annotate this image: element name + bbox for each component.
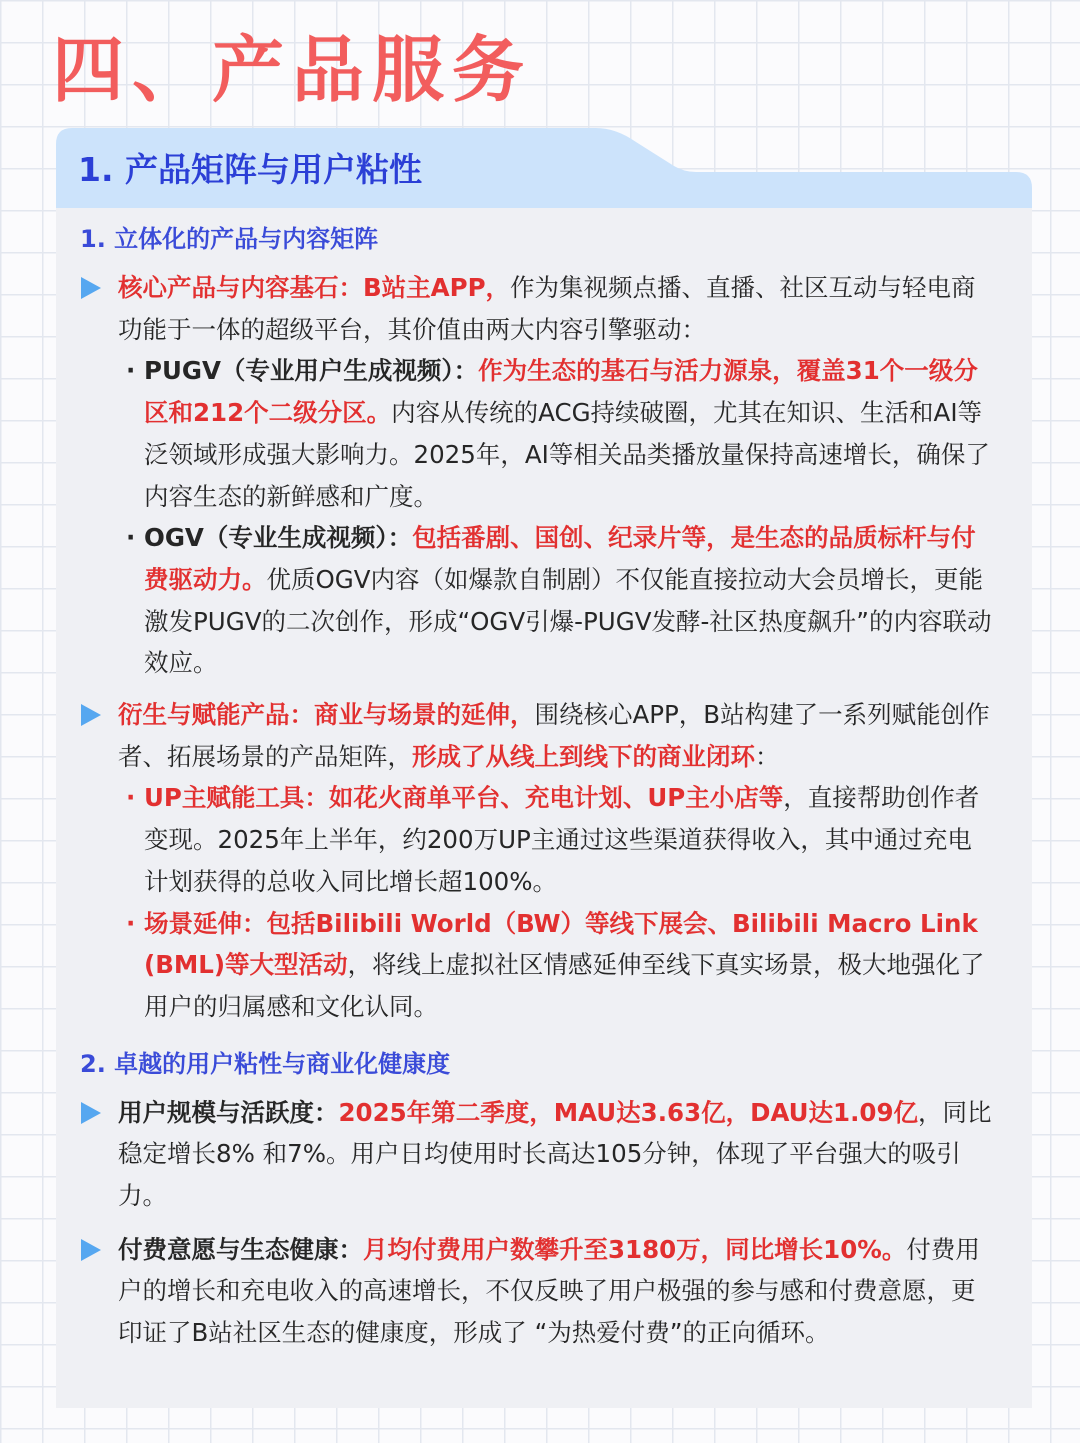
bullet-lead: 用户规模与活跃度： xyxy=(118,1097,339,1127)
sub-item-label: OGV（专业生成视频）： xyxy=(144,523,413,553)
bullet-text: 付费用户的增长和充电收入的高速增长，不仅反映了用户极强的参与感和付费意愿，更印证了B站社区生态的健康度，形成了 “为热爱付费”的正向循环。 xyxy=(118,1234,980,1348)
bullet-highlight: 形成了从线上到线下的商业闭环 xyxy=(412,741,755,771)
bullet-core-product xyxy=(80,267,992,684)
sub-item-highlight: 作为生态的基石与活力源泉，覆盖31个一级分区和212个二级分区。 xyxy=(144,356,978,428)
bullet-user-scale xyxy=(80,1092,992,1217)
sub-item-pugv xyxy=(118,350,992,517)
triangle-bullet-icon xyxy=(81,1102,101,1124)
bullet-text: ，同比稳定增长8% 和7%。用户日均使用时长高达105分钟，体现了平台强大的吸引力。 xyxy=(118,1097,992,1211)
triangle-bullet-icon xyxy=(81,277,101,299)
sub-item-text: ，将线上虚拟社区情感延伸至线下真实场景，极大地强化了用户的归属感和文化认同。 xyxy=(144,950,985,1021)
subsection-heading-user-stickiness: 2. 卓越的用户粘性与商业化健康度 xyxy=(80,1049,451,1078)
bullet-derivative-products xyxy=(80,694,992,1028)
sub-item-text: 优质OGV内容（如爆款自制剧）不仅能直接拉动大会员增长，更能激发PUGV的二次创作，形成“OGV引爆-PUGV发酵-社区热度飙升”的内容联动效应。 xyxy=(144,564,992,678)
bullet-payment-willingness xyxy=(80,1229,992,1354)
bullet-highlight: 月均付费用户数攀升至3180万，同比增长10%。 xyxy=(363,1234,907,1264)
sub-item-text: 内容从传统的ACG持续破圈，尤其在知识、生活和AI等泛领域形成强大影响力。2025年，AI等相关品类播放量保持高速增长，确保了内容生态的新鲜感和广度。 xyxy=(144,398,990,511)
dot-bullet-icon: · xyxy=(126,523,136,553)
sub-item-up-tools xyxy=(118,777,992,902)
sub-item-scene-extension xyxy=(118,903,992,1028)
dot-bullet-icon: · xyxy=(126,908,136,938)
content xyxy=(80,219,992,1354)
bullet-text: 围绕核心APP，B站构建了一系列赋能创作者、拓展场景的产品矩阵， xyxy=(118,700,990,771)
dot-bullet-icon: · xyxy=(126,356,136,386)
sub-item-label: PUGV（专业用户生成视频）： xyxy=(144,356,479,386)
sub-item-highlight: 场景延伸：包括Bilibili World（BW）等线下展会、Bilibili Macro Link (BML)等大型活动 xyxy=(144,908,978,980)
dot-bullet-icon: · xyxy=(126,783,136,813)
sub-item-text: ，直接帮助创作者变现。2025年上半年，约200万UP主通过这些渠道获得收入，其中通过充电计划获得的总收入同比增长超100%。 xyxy=(144,783,980,896)
bullet-text: 作为集视频点播、直播、社区互动与轻电商功能于一体的超级平台，其价值由两大内容引擎驱动： xyxy=(118,273,976,344)
bullet-highlight: 2025年第二季度，MAU达3.63亿，DAU达1.09亿 xyxy=(338,1097,919,1127)
bullet-lead: 衍生与赋能产品：商业与场景的延伸， xyxy=(118,700,535,730)
subsection-heading-product-matrix: 1. 立体化的产品与内容矩阵 xyxy=(80,225,379,253)
triangle-bullet-icon xyxy=(81,1239,101,1261)
sub-item-highlight: 包括番剧、国创、纪录片等，是生态的品质标杆与付费驱动力。 xyxy=(144,523,976,594)
page-title: 四、产品服务 xyxy=(52,27,533,112)
bullet-tail: ： xyxy=(755,741,780,771)
bullet-lead: 付费意愿与生态健康： xyxy=(118,1234,363,1264)
section-title: 1. 产品矩阵与用户粘性 xyxy=(78,150,422,189)
bullet-lead: 核心产品与内容基石：B站主APP， xyxy=(118,273,511,302)
section-card xyxy=(56,128,1032,1408)
sub-item-ogv xyxy=(118,517,992,684)
triangle-bullet-icon xyxy=(81,704,101,726)
sub-item-highlight: UP主赋能工具：如花火商单平台、充电计划、UP主小店等 xyxy=(144,783,784,813)
